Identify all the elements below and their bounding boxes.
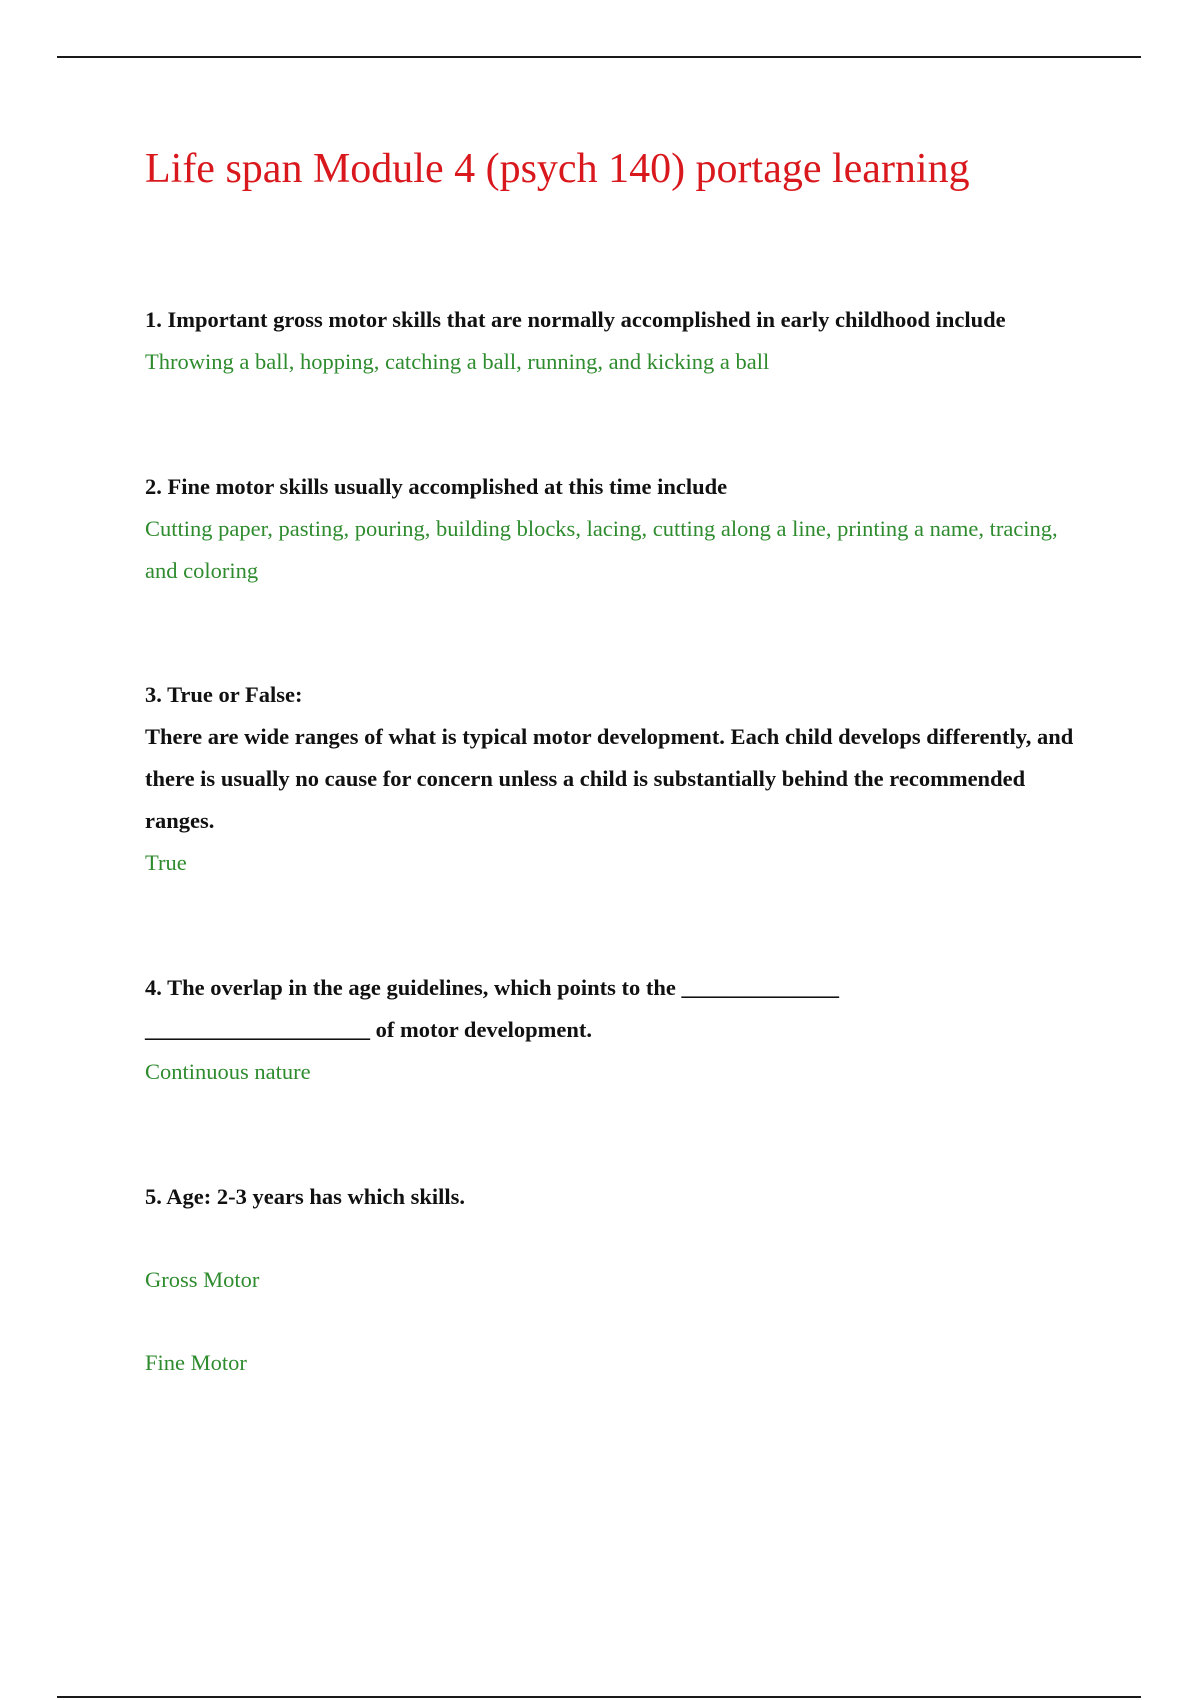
question-3-label: 3. True or False:	[145, 682, 303, 707]
question-5-text: 5. Age: 2-3 years has which skills.	[145, 1184, 466, 1209]
question-4-text-line2: ____________________ of motor development.	[145, 1017, 593, 1042]
question-block-3	[145, 674, 1085, 884]
question-5-answer-1: Gross Motor	[145, 1267, 260, 1292]
question-4-answer: Continuous nature	[145, 1059, 311, 1084]
question-3-text: There are wide ranges of what is typical motor development. Each child develops differently, and there is usually no cause for concern unless a child is substantially behind the recommended ranges.	[145, 724, 1074, 833]
question-block-1	[145, 299, 1085, 383]
bottom-rule	[57, 1696, 1141, 1698]
question-3-answer: True	[145, 850, 187, 875]
question-1-text: 1. Important gross motor skills that are normally accomplished in early childhood include	[145, 307, 1006, 332]
question-block-2	[145, 466, 1085, 592]
document-title: Life span Module 4 (psych 140) portage learning	[145, 146, 970, 192]
question-1-answer: Throwing a ball, hopping, catching a ball, running, and kicking a ball	[145, 349, 770, 374]
question-2-answer: Cutting paper, pasting, pouring, building blocks, lacing, cutting along a line, printing a name, tracing, and coloring	[145, 516, 1058, 583]
question-5-answer-gross	[145, 1259, 1085, 1301]
question-5-answer-fine	[145, 1342, 1085, 1384]
question-2-text: 2. Fine motor skills usually accomplished at this time include	[145, 474, 728, 499]
question-block-5	[145, 1176, 1085, 1218]
question-block-4	[145, 967, 1085, 1093]
question-4-text-line1: 4. The overlap in the age guidelines, which points to the ______________	[145, 975, 840, 1000]
top-rule	[57, 56, 1141, 58]
question-5-answer-2: Fine Motor	[145, 1350, 247, 1375]
